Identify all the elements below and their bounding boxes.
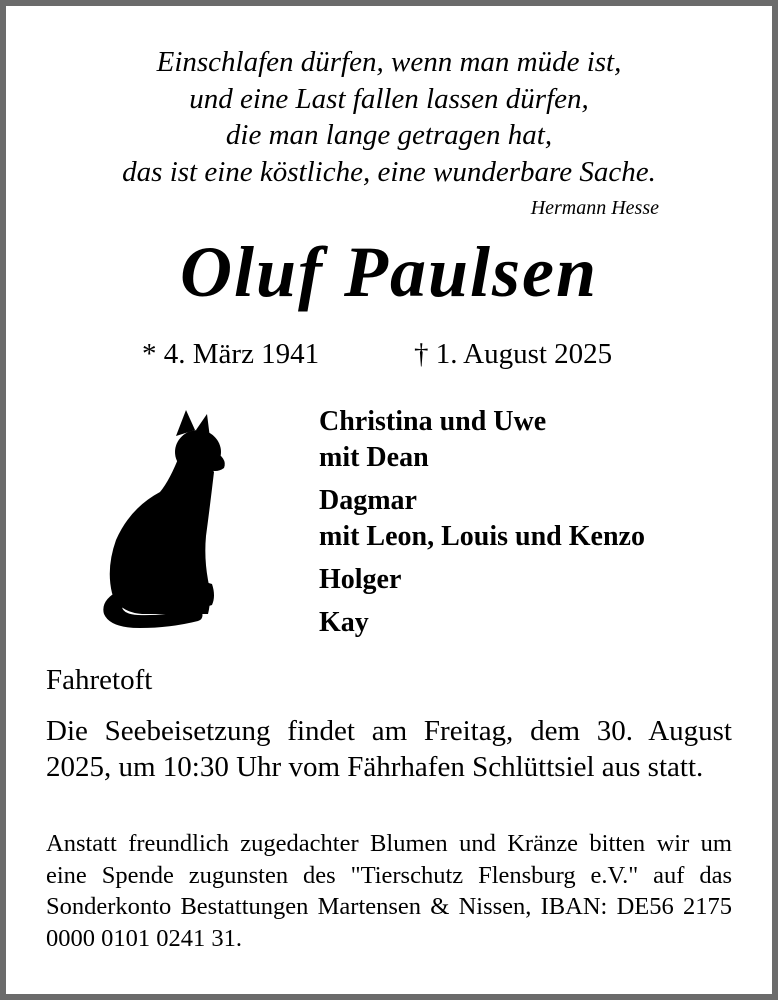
cat-silhouette-icon xyxy=(100,408,232,630)
poem xyxy=(0,44,778,190)
residence-place: Fahretoft xyxy=(46,664,153,696)
ceremony-text: Die Seebeisetzung findet am Freitag, dem 30. August 2025, um 10:30 Uhr vom Fährhafen Schlüttsiel aus statt. xyxy=(46,715,732,783)
family-member: mit Leon, Louis und Kenzo xyxy=(319,521,645,552)
birth-date: * 4. März 1941 xyxy=(142,338,320,370)
family-member: Kay xyxy=(319,607,369,638)
poem-line: die man lange getragen hat, xyxy=(225,119,553,151)
family-member: Holger xyxy=(319,564,402,595)
family-list xyxy=(319,404,645,648)
family-group xyxy=(319,562,645,598)
death-date: † 1. August 2025 xyxy=(414,338,613,370)
family-group xyxy=(319,404,645,476)
poem-author: Hermann Hesse xyxy=(530,197,659,219)
deceased-name: Oluf Paulsen xyxy=(179,232,599,312)
poem-line: und eine Last fallen lassen dürfen, xyxy=(189,82,589,115)
family-group xyxy=(319,483,645,555)
poem-line: Einschlafen dürfen, wenn man müde ist, xyxy=(156,46,622,78)
family-group xyxy=(319,605,645,641)
family-member: Christina und Uwe xyxy=(319,406,547,437)
family-member: Dagmar xyxy=(319,485,417,516)
donation-text: Anstatt freundlich zugedachter Blumen und Kränze bitten wir um eine Spende zugunsten des "Tierschutz Flensburg e.V." auf das Sonderkonto Bestattungen Martensen & Nissen, IBAN: DE56 2175 0000 0101 0241 31. xyxy=(46,830,732,952)
poem-line: das ist eine köstliche, eine wunderbare Sache. xyxy=(122,155,656,188)
family-member: mit Dean xyxy=(319,442,429,473)
